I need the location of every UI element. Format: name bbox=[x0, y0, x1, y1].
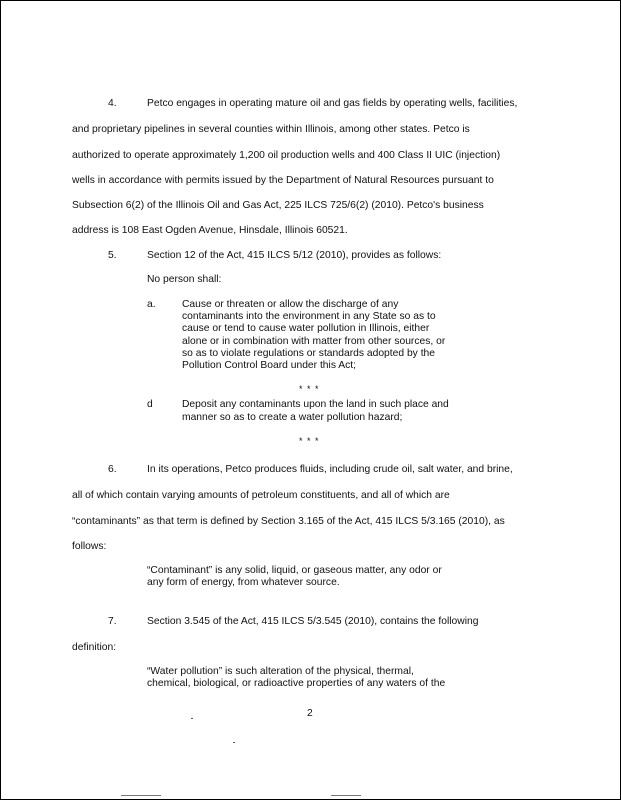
scan-speck bbox=[233, 742, 235, 743]
page-number: 2 bbox=[307, 708, 313, 719]
item-a-line-1: Cause or threaten or allow the discharge of any bbox=[182, 299, 399, 310]
paragraph-7-line-1: Section 3.545 of the Act, 415 ILCS 5/3.545 (2010), contains the following bbox=[147, 616, 479, 627]
item-d-line-2: manner so as to create a water pollution hazard; bbox=[182, 412, 403, 423]
scan-speck bbox=[191, 718, 193, 719]
item-a-line-6: Pollution Control Board under this Act; bbox=[182, 360, 357, 371]
item-a-line-4: alone or in combination with matter from other sources, or bbox=[182, 336, 446, 347]
paragraph-6-line-3: “contaminants” as that term is defined by Section 3.165 of the Act, 415 ILCS 5/3.165 (2010), as bbox=[72, 516, 505, 527]
paragraph-4-line-6: address is 108 East Ogden Avenue, Hinsdale, Illinois 60521. bbox=[72, 225, 348, 236]
paragraph-6-line-4: follows: bbox=[72, 541, 107, 552]
paragraph-5-intro: Section 12 of the Act, 415 ILCS 5/12 (2010), provides as follows: bbox=[147, 250, 442, 261]
paragraph-7-quote-line-2: chemical, biological, or radioactive properties of any waters of the bbox=[147, 678, 446, 689]
paragraph-4-line-3: authorized to operate approximately 1,200 oil production wells and 400 Class II UIC (injection) bbox=[72, 150, 501, 161]
item-a-line-5: so as to violate regulations or standards adopted by the bbox=[182, 348, 436, 359]
item-a-line-3: cause or tend to cause water pollution in Illinois, either bbox=[182, 323, 430, 334]
paragraph-7-line-2: definition: bbox=[72, 642, 117, 653]
paragraph-7-number: 7. bbox=[108, 616, 117, 627]
paragraph-4-line-4: wells in accordance with permits issued by the Department of Natural Resources pursuant to bbox=[72, 175, 494, 186]
paragraph-6-quote-line-1: “Contaminant” is any solid, liquid, or gaseous matter, any odor or bbox=[147, 565, 442, 576]
omission-marker-1: * * * bbox=[299, 384, 320, 394]
item-d-line-1: Deposit any contaminants upon the land in such place and bbox=[182, 399, 449, 410]
item-a-line-2: contaminants into the environment in any State so as to bbox=[182, 311, 436, 322]
omission-marker-2: * * * bbox=[299, 436, 320, 446]
paragraph-6-line-1: In its operations, Petco produces fluids, including crude oil, salt water, and brine, bbox=[147, 464, 513, 475]
paragraph-6-quote-line-2: any form of energy, from whatever source. bbox=[147, 577, 340, 588]
paragraph-4-number: 4. bbox=[108, 98, 117, 109]
paragraph-6-number: 6. bbox=[108, 464, 117, 475]
scan-edge-line bbox=[121, 795, 161, 796]
item-d-letter: d bbox=[147, 399, 153, 410]
paragraph-5-lead: No person shall: bbox=[147, 274, 222, 285]
paragraph-7-quote-line-1: “Water pollution” is such alteration of the physical, thermal, bbox=[147, 666, 414, 677]
scan-edge-line bbox=[331, 795, 361, 796]
paragraph-4-line-2: and proprietary pipelines in several counties within Illinois, among other states. Petco is bbox=[72, 124, 470, 135]
paragraph-6-line-2: all of which contain varying amounts of petroleum constituents, and all of which are bbox=[72, 490, 450, 501]
paragraph-4-line-1: Petco engages in operating mature oil and gas fields by operating wells, facilities, bbox=[147, 98, 518, 109]
paragraph-4-line-5: Subsection 6(2) of the Illinois Oil and Gas Act, 225 ILCS 725/6(2) (2010). Petco's business bbox=[72, 200, 484, 211]
paragraph-5-number: 5. bbox=[108, 250, 117, 261]
item-a-letter: a. bbox=[147, 299, 156, 310]
